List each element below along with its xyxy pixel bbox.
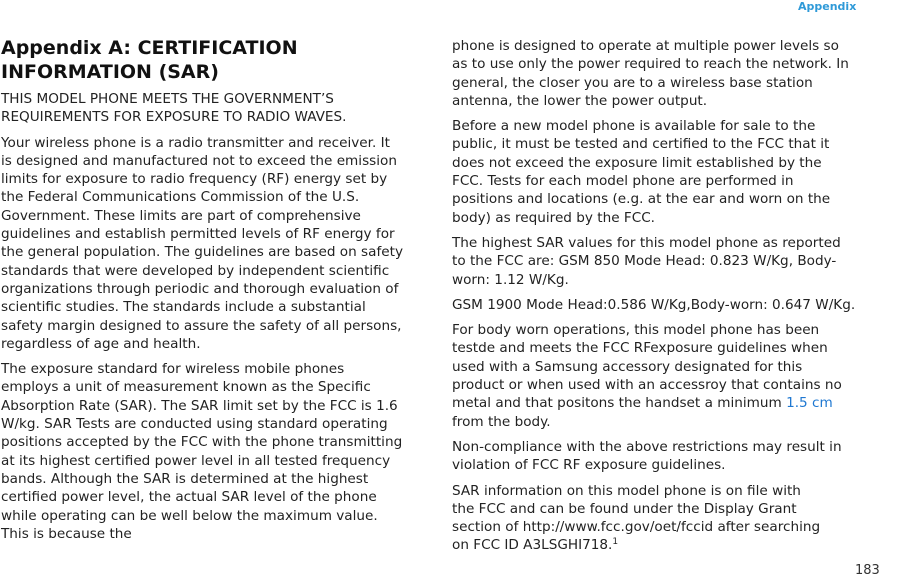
sar-paragraph-exposure-standard: The exposure standard for wireless mobile phones employs a unit of measurement known as the Specific Absorption Rate (SAR). The SAR limit set by the FCC is 1.6 W/kg. SAR Tests are conducted using standard operating positions accepted by the FCC with the phone transmitting at its highest certified power level in all tested frequency bands. Although the SAR is determined at the highest certified power level, the actual SAR level of the phone while operating can be well below the maximum value. This is because the: [1, 361, 403, 542]
sar-paragraph-transmitter: Your wireless phone is a radio transmitter and receiver. It is designed and manufactured not to exceed the emission limits for exposure to radio frequency (RF) energy set by the Federal Communications Commission of the U.S. Government. These limits are part of comprehensive guidelines and establish permitted levels of RF energy for the general population. The guidelines are based on safety standards that were developed by independent scientific organizations through periodic and thorough evaluation of scientific studies. The standards include a substantial safety margin designed to assure the safety of all persons, regardless of age and health.: [1, 134, 403, 352]
sar-paragraph-gsm1900: GSM 1900 Mode Head:0.586 W/Kg,Body-worn: 0.647 W/Kg.: [452, 296, 856, 313]
running-header: Appendix: [798, 0, 857, 13]
sar-paragraph-fcc-info: [452, 482, 822, 555]
fcc-info-text: SAR information on this model phone is on file with the FCC and can be found under the Display Grant section of http://www.fcc.gov/oet/fccid after searching on FCC ID A3LSGHI718.: [452, 482, 821, 554]
left-column: [1, 36, 405, 550]
body-worn-text-start: For body worn operations, this model phone has been testde and meets the FCC RFexposure guidelines when used with a Samsung accessory designated for this product or when used with an accessroy that contains no metal and that positons the handset a minimum: [452, 322, 842, 412]
sar-paragraph-body-worn: [452, 321, 852, 431]
body-worn-text-end: from the body.: [452, 413, 551, 430]
sar-paragraph-highest-values: The highest SAR values for this model phone as reported to the FCC are: GSM 850 Mode Head: 0.823 W/Kg, Body-worn: 1.12 W/Kg.: [452, 234, 841, 288]
page-number: 183: [855, 563, 880, 578]
sar-paragraph-power-levels: phone is designed to operate at multiple power levels so as to use only the power required to reach the network. In general, the closer you are to a wireless base station antenna, the lower the power output.: [452, 38, 849, 109]
sar-paragraph-non-compliance: Non-compliance with the above restrictions may result in violation of FCC RF exposure guidelines.: [452, 438, 842, 474]
footnote-marker: 1: [612, 537, 619, 548]
sar-intro-caps: THIS MODEL PHONE MEETS THE GOVERNMENT’S REQUIREMENTS FOR EXPOSURE TO RADIO WAVES.: [1, 91, 347, 126]
sar-paragraph-certification: Before a new model phone is available for sale to the public, it must be tested and certified to the FCC that it does not exceed the exposure limit established by the FCC. Tests for each model phone are performed in positions and locations (e.g. at the ear and worn on the body) as required by the FCC.: [452, 118, 831, 226]
distance-highlight: 1.5 cm: [786, 395, 833, 412]
right-column: [452, 37, 903, 562]
page-title: Appendix A: CERTIFICATION INFORMATION (SAR): [1, 37, 298, 83]
